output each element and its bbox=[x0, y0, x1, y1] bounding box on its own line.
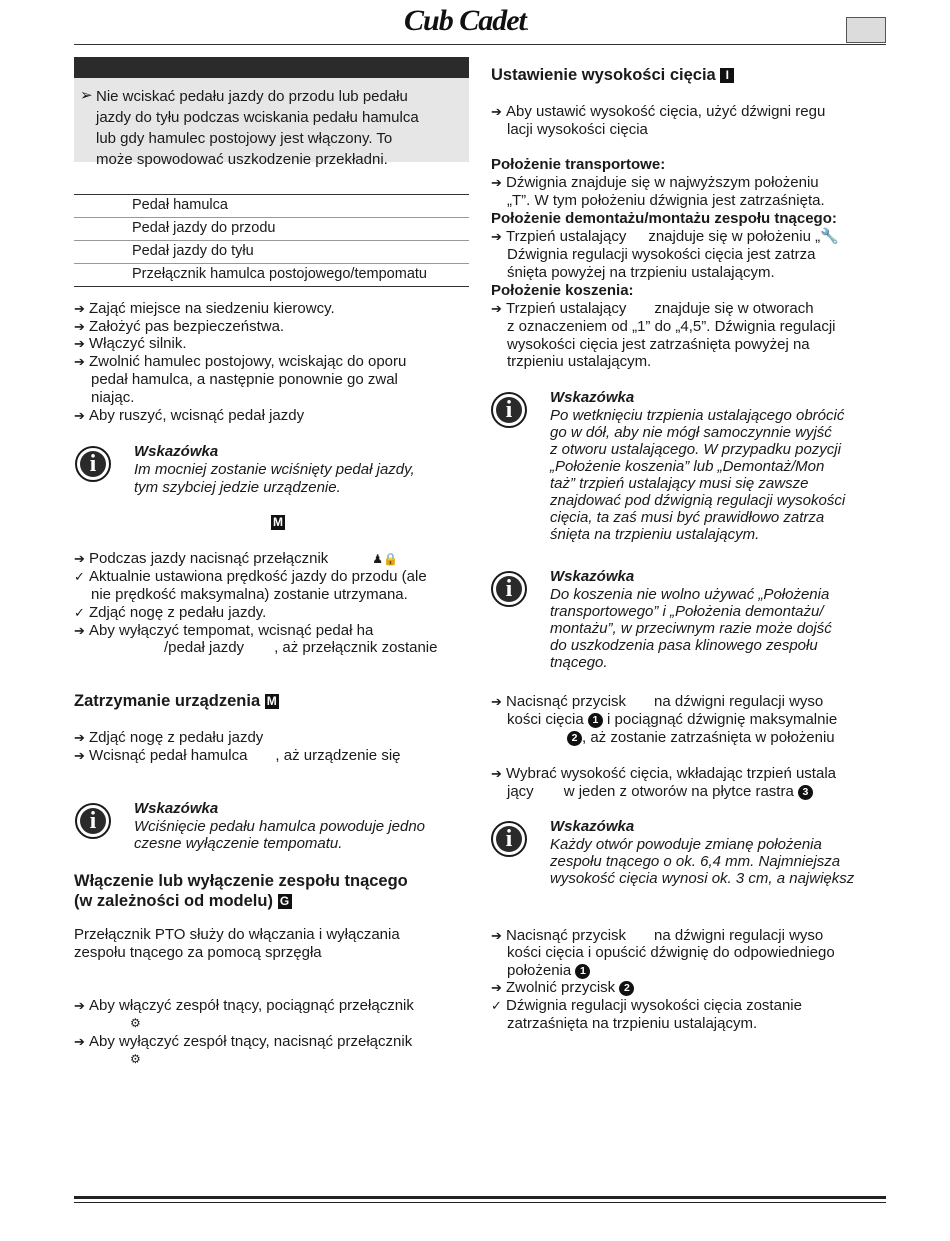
section-heading-pto-2: (w zależności od modelu) G bbox=[74, 892, 292, 910]
list-item-cont: Dźwignia regulacji wysokości cięcia jest zatrza bbox=[507, 246, 816, 263]
note-text: montażu”, w przeciwnym razie może dojść bbox=[550, 620, 832, 637]
arrow-icon: ➔ bbox=[491, 928, 502, 943]
arrow-icon: ➔ bbox=[74, 408, 85, 423]
warning-bullet-icon: ➢ bbox=[80, 87, 93, 104]
list-item-cont: wysokości cięcia jest zatrzaśnięta powyżej na bbox=[507, 336, 810, 353]
note-title: Wskazówka bbox=[134, 443, 219, 460]
list-item: ✓ Aktualnie ustawiona prędkość jazdy do przodu (ale bbox=[74, 568, 427, 585]
note-text: „Położenie koszenia” lub „Demontaż/Mon bbox=[550, 458, 825, 475]
list-item: ➔ Podczas jazdy nacisnąć przełącznik ♟🔒 bbox=[74, 550, 398, 567]
table-row: Przełącznik hamulca postojowego/tempomatu bbox=[132, 266, 427, 282]
list-item: ➔ Aby wyłączyć tempomat, wcisnąć pedał ha bbox=[74, 622, 374, 639]
list-item: ➔ Zwolnić przycisk 2 bbox=[491, 979, 634, 997]
list-item: ➔ Nacisnąć przycisk na dźwigni regulacji wyso bbox=[491, 927, 824, 944]
section-heading-stop: Zatrzymanie urządzenia M bbox=[74, 692, 277, 710]
list-item-cont: z oznaczeniem od „1” do „4,5”. Dźwignia regulacji bbox=[507, 318, 836, 335]
note-text: Każdy otwór powoduje zmianę położenia bbox=[550, 836, 822, 853]
arrow-icon: ➔ bbox=[74, 623, 85, 638]
wrench-icon: 🔧 bbox=[820, 228, 839, 245]
note-text: tnącego. bbox=[550, 654, 608, 671]
pto-text: Przełącznik PTO służy do włączania i wyłączania bbox=[74, 926, 400, 943]
arrow-icon: ➔ bbox=[491, 104, 502, 119]
list-item-cont: trzpieniu ustalającym. bbox=[507, 353, 652, 370]
subheading: Położenie koszenia: bbox=[491, 282, 634, 299]
pto-text: zespołu tnącego za pomocą sprzęgła bbox=[74, 944, 322, 961]
arrow-icon: ➔ bbox=[74, 319, 85, 334]
subheading: Położenie demontażu/montażu zespołu tnącego: bbox=[491, 210, 837, 227]
note-text: czesne wyłączenie tempomatu. bbox=[134, 835, 343, 852]
list-item-cont: niając. bbox=[91, 389, 135, 406]
list-item-cont: śnięta powyżej na trzpieniu ustalającym. bbox=[507, 264, 775, 281]
note-text: zespołu tnącego o ok. 6,4 mm. Najmniejsza bbox=[550, 853, 841, 870]
list-item-cont: pedał hamulca, a następnie ponownie go zwal bbox=[91, 371, 398, 388]
list-item: ➔ Dźwignia znajduje się w najwyższym położeniu bbox=[491, 174, 819, 191]
table-row: Pedał jazdy do przodu bbox=[74, 218, 469, 241]
info-icon bbox=[491, 392, 527, 428]
header-rule bbox=[74, 44, 886, 45]
note-text: cięcia, ta zaś musi być prawidłowo zatrza bbox=[550, 509, 825, 526]
note-text: znajdować pod dźwignią regulacji wysokości bbox=[550, 492, 846, 509]
arrow-icon: ➔ bbox=[491, 175, 502, 190]
list-item-cont: jący w jeden z otworów na płytce rastra 3 bbox=[507, 783, 813, 801]
note-text: taż” trzpień ustalający musi się zawsze bbox=[550, 475, 809, 492]
arrow-icon: ➔ bbox=[74, 336, 85, 351]
list-item-cont: położenia 1 bbox=[507, 962, 590, 980]
controls-table bbox=[74, 194, 469, 287]
warning-header-bar bbox=[74, 57, 469, 78]
list-item: ➔ Wcisnąć pedał hamulca , aż urządzenie się bbox=[74, 747, 401, 764]
list-item: ➔ Założyć pas bezpieczeństwa. bbox=[74, 318, 285, 335]
section-heading-height: Ustawienie wysokości cięcia I bbox=[491, 66, 734, 84]
list-item: ➔ Zdjąć nogę z pedału jazdy bbox=[74, 729, 264, 746]
arrow-icon: ➔ bbox=[74, 748, 85, 763]
list-item: ➔ Aby ustawić wysokość cięcia, użyć dźwigni regu bbox=[491, 103, 826, 120]
section-heading-pto: Włączenie lub wyłączenie zespołu tnącego bbox=[74, 872, 408, 890]
list-item: ✓ Zdjąć nogę z pedału jazdy. bbox=[74, 604, 267, 621]
arrow-icon: ➔ bbox=[491, 694, 502, 709]
list-item: ➔ Zwolnić hamulec postojowy, wciskając do oporu bbox=[74, 353, 407, 370]
list-item: ➔ Aby wyłączyć zespół tnący, nacisnąć przełącznik bbox=[74, 1033, 413, 1050]
list-item: ➔ Wybrać wysokość cięcia, wkładając trzpień ustala bbox=[491, 765, 836, 782]
list-item: ➔ Zająć miejsce na siedzeniu kierowcy. bbox=[74, 300, 335, 317]
note-text: z otworu ustalającego. W przypadku pozycji bbox=[550, 441, 841, 458]
info-icon bbox=[491, 571, 527, 607]
arrow-icon: ➔ bbox=[491, 229, 502, 244]
note-text: Wciśnięcie pedału hamulca powoduje jedno bbox=[134, 818, 426, 835]
list-item-cont: zatrzaśnięta na trzpieniu ustalającym. bbox=[507, 1015, 758, 1032]
footer-rule bbox=[74, 1196, 886, 1199]
list-item-cont: /pedał jazdy , aż przełącznik zostanie bbox=[164, 639, 438, 656]
note-title: Wskazówka bbox=[550, 568, 635, 585]
arrow-icon: ➔ bbox=[74, 301, 85, 316]
list-item-cont: nie prędkość maksymalna) zostanie utrzymana. bbox=[91, 586, 408, 603]
brand-logo: Cub Cadet. bbox=[404, 4, 528, 37]
pto-switch-icon: ⚙ bbox=[130, 1052, 141, 1066]
arrow-icon: ➔ bbox=[74, 730, 85, 745]
footer-rule-thin bbox=[74, 1202, 886, 1203]
note-text: tym szybciej jedzie urządzenie. bbox=[134, 479, 341, 496]
list-item-cont: „T”. W tym położeniu dźwignia jest zatrzaśnięta. bbox=[507, 192, 825, 209]
list-item: ➔ Trzpień ustalający znajduje się w otworach bbox=[491, 300, 814, 317]
cruise-switch-icon: ♟🔒 bbox=[372, 552, 398, 566]
list-item-cont: kości cięcia 1 i pociągnąć dźwignię maksymalnie bbox=[507, 711, 838, 728]
arrow-icon: ➔ bbox=[74, 1034, 85, 1049]
subheading: Położenie transportowe: bbox=[491, 156, 666, 173]
check-icon: ✓ bbox=[74, 569, 85, 584]
list-item-cont: kości cięcia i opuścić dźwignię do odpowiedniego bbox=[507, 944, 835, 961]
list-item-cont: lacji wysokości cięcia bbox=[507, 121, 648, 138]
arrow-icon: ➔ bbox=[74, 998, 85, 1013]
info-icon bbox=[75, 803, 111, 839]
list-item-cont: 2 , aż zostanie zatrzaśnięta w położeniu bbox=[567, 729, 835, 747]
list-item: ➔ Włączyć silnik. bbox=[74, 335, 187, 352]
list-item: ➔ Nacisnąć przycisk na dźwigni regulacji wyso bbox=[491, 693, 824, 710]
note-text: Do koszenia nie wolno używać „Położenia bbox=[550, 586, 830, 603]
table-row: Pedał hamulca bbox=[74, 195, 469, 218]
note-text: do uszkodzenia pasa klinowego zespołu bbox=[550, 637, 818, 654]
note-text: go w dół, aby nie mógł samoczynnie wyjść bbox=[550, 424, 832, 441]
arrow-icon: ➔ bbox=[491, 766, 502, 781]
page-number-box bbox=[846, 17, 886, 43]
note-text: wysokość cięcia wynosi ok. 3 cm, a największ bbox=[550, 870, 855, 887]
table-row: Pedał jazdy do tyłu bbox=[74, 241, 469, 264]
note-title: Wskazówka bbox=[134, 800, 219, 817]
info-icon bbox=[75, 446, 111, 482]
note-text: Po wetknięciu trzpienia ustalającego obrócić bbox=[550, 407, 845, 424]
check-icon: ✓ bbox=[74, 605, 85, 620]
model-badge: M bbox=[273, 515, 283, 529]
note-title: Wskazówka bbox=[550, 389, 635, 406]
arrow-icon: ➔ bbox=[491, 980, 502, 995]
warning-text: Nie wciskać pedału jazdy do przodu lub pedału jazdy do tyłu podczas wciskania pedału hamulca lub gdy hamulec postojowy jest włączony. To może spowodować uszkodzenie przekładni. bbox=[96, 88, 419, 168]
arrow-icon: ➔ bbox=[74, 354, 85, 369]
list-item: ➔ Aby ruszyć, wcisnąć pedał jazdy bbox=[74, 407, 305, 424]
info-icon bbox=[491, 821, 527, 857]
note-text: transportowego” i „Położenia demontażu/ bbox=[550, 603, 824, 620]
note-text: Im mocniej zostanie wciśnięty pedał jazdy, bbox=[134, 461, 415, 478]
note-title: Wskazówka bbox=[550, 818, 635, 835]
check-icon: ✓ bbox=[491, 998, 502, 1013]
list-item: ✓ Dźwignia regulacji wysokości cięcia zostanie bbox=[491, 997, 802, 1014]
arrow-icon: ➔ bbox=[491, 301, 502, 316]
pto-switch-icon: ⚙ bbox=[130, 1016, 141, 1030]
arrow-icon: ➔ bbox=[74, 551, 85, 566]
list-item: ➔ Aby włączyć zespół tnący, pociągnąć przełącznik bbox=[74, 997, 414, 1014]
list-item: ➔ Trzpień ustalający znajduje się w położeniu „🔧 bbox=[491, 228, 839, 245]
note-text: śnięta na trzpieniu ustalającym. bbox=[550, 526, 760, 543]
